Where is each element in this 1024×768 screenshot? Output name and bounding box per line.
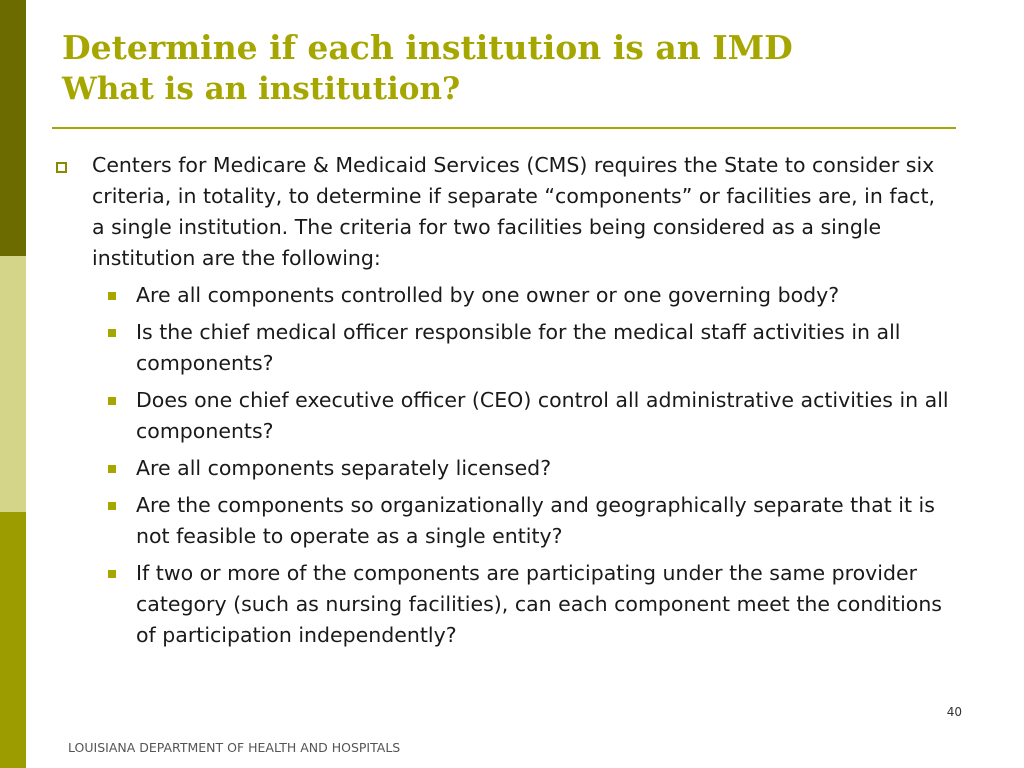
criteria-item (104, 385, 952, 447)
filled-square-bullet-icon (108, 502, 116, 510)
side-bar-mid (0, 512, 26, 768)
filled-square-bullet-icon (108, 397, 116, 405)
title-divider (52, 127, 956, 129)
side-bar-light (0, 256, 26, 512)
criteria-item (104, 490, 952, 552)
filled-square-bullet-icon (108, 329, 116, 337)
criteria-text: Is the chief medical officer responsible for the medical staff activities in all components? (136, 320, 901, 375)
footer-text: LOUISIANA DEPARTMENT OF HEALTH AND HOSPITALS (68, 740, 401, 755)
criteria-item (104, 453, 952, 484)
criteria-item (104, 558, 952, 651)
hollow-square-bullet-icon (56, 162, 67, 173)
filled-square-bullet-icon (108, 292, 116, 300)
criteria-item (104, 317, 952, 379)
criteria-text: Are all components controlled by one owner or one governing body? (136, 283, 840, 307)
slide-subtitle: What is an institution? (62, 71, 461, 107)
filled-square-bullet-icon (108, 570, 116, 578)
criteria-text: Are the components so organizationally and geographically separate that it is not feasible to operate as a single entity? (136, 493, 935, 548)
page-number: 40 (946, 705, 962, 719)
slide-title: Determine if each institution is an IMD (62, 28, 793, 67)
criteria-text: Are all components separately licensed? (136, 456, 552, 480)
intro-text: Centers for Medicare & Medicaid Services (CMS) requires the State to consider six criteria, in totality, to determine if separate “components” or facilities are, in fact, a single institution. The criteria for two facilities being considered as a single institution are the following: (92, 153, 935, 270)
criteria-text: Does one chief executive officer (CEO) control all administrative activities in all components? (136, 388, 949, 443)
criteria-text: If two or more of the components are participating under the same provider category (such as nursing facilities), can each component meet the conditions of participation independently? (136, 561, 942, 647)
intro-bullet (56, 150, 952, 274)
side-bar-dark (0, 0, 26, 256)
criteria-list (56, 280, 952, 651)
filled-square-bullet-icon (108, 465, 116, 473)
slide-body (56, 150, 952, 657)
slide-title-block (62, 26, 793, 108)
criteria-item (104, 280, 952, 311)
